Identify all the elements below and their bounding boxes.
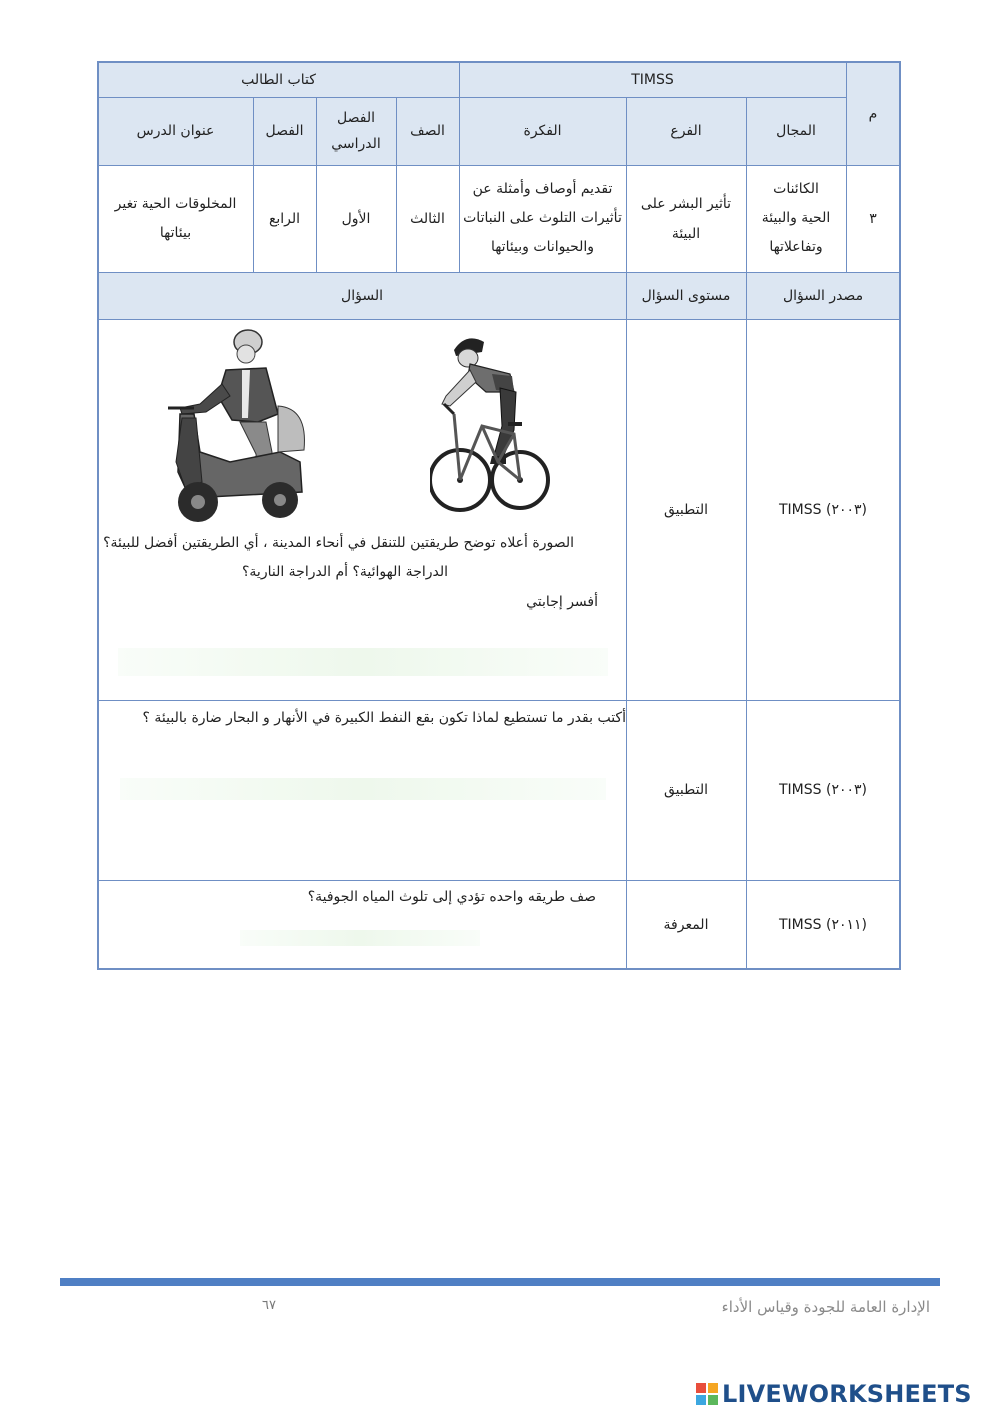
scooter-illustration [160, 322, 310, 528]
q3-text-line1: صف طريقه واحده تؤدي إلى تلوث المياه الجوفية؟ [307, 889, 596, 905]
info-chapter: الرابع [268, 210, 301, 227]
header-branch: الفرع [670, 123, 702, 139]
q1-text-line3: أفسر إجابتي [526, 594, 598, 610]
motor-scooter-icon [160, 322, 310, 528]
header-student-book: كتاب الطالب [241, 71, 316, 88]
header-semester: الفصل الدراسي [331, 110, 381, 152]
q1-level: التطبيق [664, 501, 708, 518]
header-idea: الفكرة [523, 123, 562, 139]
liveworksheets-wordmark: LIVEWORKSHEETS [722, 1380, 972, 1408]
header-m: م [868, 105, 878, 122]
header-question: السؤال [341, 287, 383, 304]
header-question-source: مصدر السؤال [782, 287, 864, 304]
q1-text-line2: الدراجة الهوائية؟ أم الدراجة النارية؟ [241, 564, 448, 580]
header-lesson-title: عنوان الدرس [136, 123, 215, 139]
q1-text-line1: الصورة أعلاه توضح طريقتين للتنقل في أنحاء المدينة ، أي الطريقتين أفضل للبيئة؟ [103, 535, 574, 551]
info-semester: الأول [341, 210, 371, 227]
q3-level: المعرفة [663, 916, 709, 933]
liveworksheets-logo [696, 1378, 996, 1410]
info-lesson-title: المخلوقات الحية تغير بيئاتها [114, 195, 237, 241]
header-chapter: الفصل [265, 123, 304, 139]
page-number: ٦٧ [262, 1298, 276, 1313]
q3-source: TIMSS (٢٠١١) [779, 916, 867, 933]
bicycle-illustration [430, 330, 550, 526]
footer-divider [60, 1278, 940, 1286]
info-branch: تأثير البشر على البيئة [640, 195, 732, 242]
info-m: ٣ [869, 210, 877, 227]
info-domain: الكائنات الحية والبيئة وتفاعلاتها [761, 181, 831, 255]
q1-answer-area[interactable] [118, 648, 608, 676]
department-name: الإدارة العامة للجودة وقياس الأداء [721, 1298, 930, 1316]
q1-source: TIMSS (٢٠٠٣) [779, 501, 867, 518]
q2-source: TIMSS (٢٠٠٣) [779, 782, 867, 798]
header-domain: المجال [776, 123, 816, 139]
q2-text-line1: أكتب بقدر ما تستطيع لماذا تكون بقع النفط الكبيرة في الأنهار و البحار ضارة بالبيئة ؟ [142, 710, 626, 726]
liveworksheets-logo-icon [696, 1383, 718, 1405]
header-question-level: مستوى السؤال [641, 287, 731, 304]
q2-answer-area[interactable] [120, 778, 606, 800]
q3-answer-area[interactable] [240, 930, 480, 946]
header-grade: الصف [410, 123, 445, 139]
bicycle-icon [430, 330, 550, 526]
info-grade: الثالث [410, 210, 445, 227]
info-idea: تقديم أوصاف وأمثلة عن تأثيرات التلوث على النباتات والحيوانات وبيئاتها [463, 181, 622, 255]
q2-level: التطبيق [664, 782, 708, 798]
header-timss: TIMSS [631, 71, 674, 88]
